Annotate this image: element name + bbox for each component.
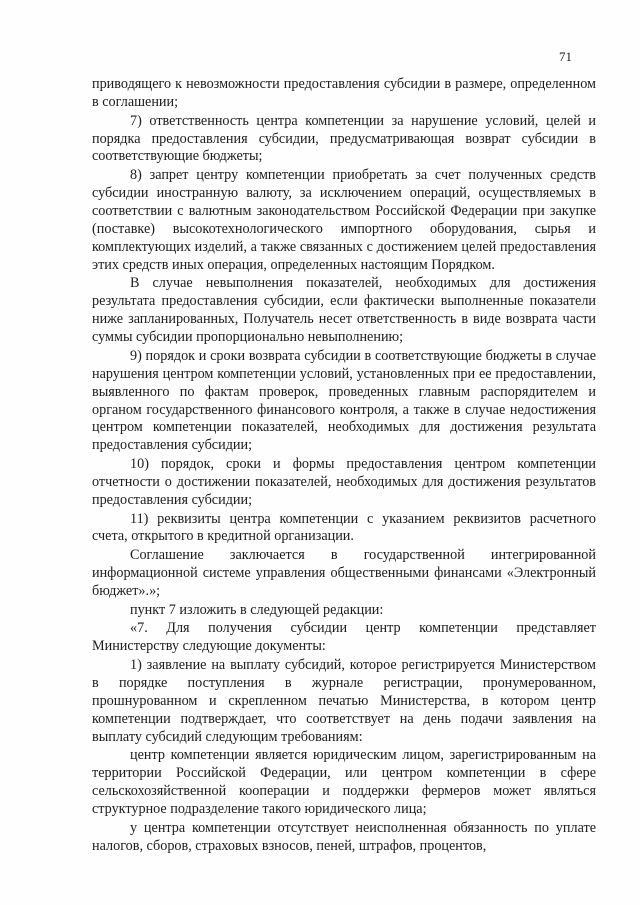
paragraph: «7. Для получения субсидии центр компетенции представляет Министерству следующие документы: — [92, 620, 596, 655]
paragraph: 7) ответственность центра компетенции за нарушение условий, целей и порядка предоставления субсидии, предусматривающая возврат субсидии в соответствующие бюджеты; — [92, 112, 596, 165]
paragraph: приводящего к невозможности предоставления субсидии в размере, определенном в соглашении; — [92, 76, 596, 110]
paragraph: 9) порядок и сроки возврата субсидии в соответствующие бюджеты в случае нарушения центром компетенции условий, установленных при ее предоставлении, выявленного по фактам проверок, проведенных главным распорядителем и органом государственного финансового контроля, а также в случае недостижения центром компетенции показателей, необходимых для достижения результата предоставления субсидии; — [92, 347, 596, 454]
paragraph: 8) запрет центру компетенции приобретать за счет полученных средств субсидии иностранную валюту, за исключением операций, осуществляемых в соответствии с валютным законодательством Российской Федерации при закупке (поставке) высокотехнологического импортного оборудования, сырья и комплектующих изделий, а также связанных с достижением целей предоставления этих средств иных операция, определенных настоящим Порядком. — [92, 167, 596, 273]
page-number: 71 — [559, 49, 572, 64]
paragraph: 1) заявление на выплату субсидий, которое регистрируется Министерством в порядке поступления в журнале регистрации, пронумерованном, прошнурованном и скрепленном печатью Министерства, в котором центр компетенции подтверждает, что соответствует на день подачи заявления на выплату субсидий следующим требованиям: — [92, 656, 596, 745]
document-body — [92, 76, 596, 856]
paragraph: у центра компетенции отсутствует неисполненная обязанность по уплате налогов, сборов, страховых взносов, пеней, штрафов, процентов, — [92, 819, 596, 854]
paragraph: Соглашение заключается в государственной интегрированной информационной системе управления общественными финансами «Электронный бюджет».»; — [92, 547, 596, 599]
paragraph: В случае невыполнения показателей, необходимых для достижения результата предоставления субсидии, если фактически выполненные показатели ниже запланированных, Получатель несет ответственность в виде возврата части суммы субсидии пропорционально невыполнению; — [92, 275, 596, 346]
paragraph: 10) порядок, сроки и формы предоставления центром компетенции отчетности о достижении показателей, необходимых для достижения результатов предоставления субсидии; — [92, 456, 596, 508]
paragraph: 11) реквизиты центра компетенции с указанием реквизитов расчетного счета, открытого в кредитной организации. — [92, 510, 596, 545]
paragraph: пункт 7 изложить в следующей редакции: — [130, 601, 384, 618]
paragraph: центр компетенции является юридическим лицом, зарегистрированным на территории Российской Федерации, или центром компетенции в сфере сельскохозяйственной кооперации и поддержки фермеров может являться структурное подразделение такого юридического лица; — [92, 747, 596, 818]
